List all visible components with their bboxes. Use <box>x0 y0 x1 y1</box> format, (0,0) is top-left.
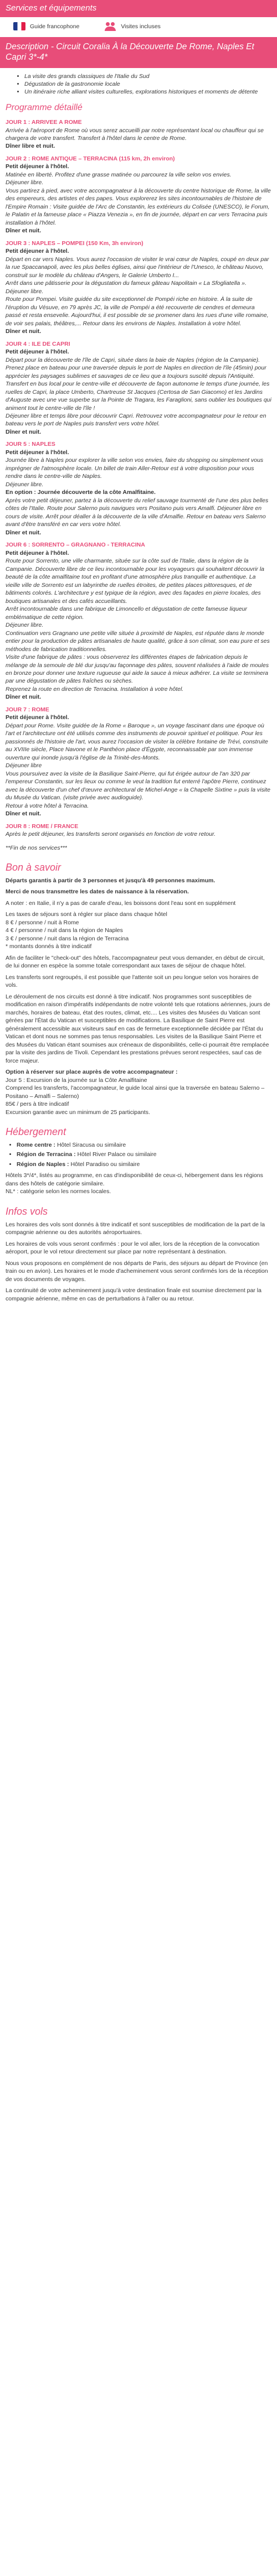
meal-text: Dîner et nuit. <box>6 328 42 335</box>
day-paragraph: Déjeuner libre et temps libre pour découvrir Capri. Retrouvez votre accompagnateur pour le retour en bateau vers le port de Naples puis transfert vers votre hôtel. <box>6 412 266 428</box>
day-paragraph: Déjeuner libre. <box>6 288 44 295</box>
service-guide <box>13 22 79 30</box>
day-title: JOUR 6 : SORRENTO – GRAGNANO - TERRACINA <box>6 542 145 549</box>
tax-line: * montants donnés à titre indicatif <box>6 943 92 950</box>
day-paragraph: Déjeuner libre. <box>6 179 44 186</box>
option-lines <box>6 1076 271 1116</box>
hotel-name: Hôtel Paradiso ou similaire <box>70 1160 140 1168</box>
day-paragraph: Retour à votre hôtel à Terracina. <box>6 802 89 809</box>
tax-line: 4 € / personne / nuit dans la région de Naples <box>6 927 123 934</box>
day-paragraph: Matinée en liberté. Profitez d'une grasse matinée ou parcourez la ville selon vos envies. <box>6 171 232 178</box>
services-header: Services et équipements <box>0 0 277 17</box>
day-title: JOUR 3 : NAPLES – POMPEI (150 Km, 3h environ) <box>6 240 143 247</box>
bon-savoir-title: Bon à savoir <box>6 862 61 873</box>
hotel-label: Région de Naples : <box>17 1160 69 1168</box>
day-paragraph: Journée libre à Naples pour explorer la ville selon vos envies, faire du shopping ou simplement vous imprégner de l'atmosphère locale. Un billet de train Aller-Retour est à votre disposition pour vous rendre dans le centre-ville de Naples. <box>6 457 264 480</box>
meal-text: Petit déjeuner à l'hôtel. <box>6 163 69 170</box>
water-text: A noter : en Italie, il n'y a pas de carafe d'eau, les boissons dont l'eau sont en supplément <box>6 899 236 907</box>
infos-vols-title: Infos vols <box>6 1205 48 1217</box>
tax-line: 8 € / personne / nuit à Rome <box>6 919 79 926</box>
meal-text: Dîner et nuit. <box>6 694 42 701</box>
day-paragraph: Reprenez la route en direction de Terracina. Installation à votre hôtel. <box>6 685 184 693</box>
transferts-text: Les transferts sont regroupés, il est possible que l'attente soit un peu longue selon vos horaires de vols. <box>6 974 259 989</box>
meal-text: Petit déjeuner à l'hôtel. <box>6 348 69 356</box>
hebergement-content <box>0 1141 277 1196</box>
day-title: JOUR 8 : ROME / FRANCE <box>6 823 79 830</box>
day-title: JOUR 5 : NAPLES <box>6 441 55 448</box>
day-paragraph: Route pour Sorrento, une ville charmante, située sur la côte sud de l'Italie, dans la région de la Campanie. Découverte libre de ce lieu incontournable pour les voyageurs qui souhaitent découvrir la beauté de la côte amalfitaine tout en profitant d'une atmosphère plus tranquille et authentique. La vieille ville de Sorrento est un labyrinthe de ruelles étroites, de petites places pittoresques, et de bâtiments colorés. L'architecture y est typique de la région, avec des façades en pierre locales, des boutiques artisanales et des cafés accueillants. <box>6 558 264 605</box>
meal-text: Petit déjeuner à l'hôtel. <box>6 714 69 721</box>
bon-savoir-content <box>0 877 277 1116</box>
day-paragraph: Déjeuner libre. <box>6 481 44 488</box>
highlight-item: • Un itinéraire riche alliant visites culturelles, explorations historiques et moments de détente <box>24 88 277 96</box>
service-guide-label: Guide francophone <box>30 23 80 30</box>
meal-text: Dîner et nuit. <box>6 529 42 536</box>
service-visits <box>104 22 161 31</box>
day-paragraph: Visite d'une fabrique de pâtes : vous observerez les différentes étapes de fabrication depuis le mélange de la semoule de blé dur jusqu'au façonnage des pâtes, souvent réalisées à l'aide de moules en bronze pour donner une texture rugueuse qui aide la sauce à mieux adhérer. La visite se terminera par une dégustation de pâtes fraîches ou sèches. <box>6 654 269 685</box>
program-title: Programme détaillé <box>6 102 83 112</box>
highlight-item: • Dégustation de la gastronomie locale <box>24 80 277 88</box>
hotel-item <box>17 1151 271 1158</box>
deroulement-text: Le déroulement de nos circuits est donné à titre indicatif. Nos programmes sont susceptibles de modification en raison d'impératifs indépendants de notre volonté tels que rotations aériennes, jours de marchés, horaires de bateau, état des routes, climat, etc.... Les visites des Musées du Vatican sont gérées par l'État du Vatican et susceptibles de modifications. La Basilique de Saint Pierre est généralement accessible aux visiteurs sauf en cas de fermeture exceptionnelle décidée par l'État du Vatican et dont nous ne sommes pas tenus responsables. Les visites de la Basilique Saint Pierre et des Musées du Vatican étant soumises aux créneaux de disponibilités, celle-ci pourrait être remplacée par la visite des jardins de Tivoli. Cependant les prestations prévues seront respectées, sauf cas de force majeur. <box>6 993 270 1064</box>
option-line: 85€ / pers à titre indicatif <box>6 1101 69 1108</box>
infos-vols-content <box>0 1221 277 1306</box>
tax-line: 3 € / personne / nuit dans la région de Terracina <box>6 935 129 942</box>
day-paragraph: Départ pour la découverte de l'île de Capri, située dans la baie de Naples (région de la Campanie). Prenez place en bateau pour une traversée depuis le port de Naples en direction de l'île (45min) pour apprécier les paysages sublimes et sauvages de ce lieu que a toujours suscité depuis l'Antiquité. Transfert en bus local pour le centre-ville et découverte de façon autonome le temps d'une journée, les ruelles de Capri, la place Umberto, Chartreuse St Jacques (Certosa de San Giacomo) et les Jardins d'Auguste avec une vue superbe sur la Pointe de Tragara, les Faraglioni, sans oublier les boutiques qui animent tout le centre-ville de l'île ! <box>6 356 271 412</box>
vols-paragraph: Nous vous proposons en complément de nos départs de Paris, des séjours au départ de Province (en train ou en avion). Les horaires et le mode d'acheminement vous seront confirmés lors de la réception de vos documents de voyages. <box>6 1260 268 1283</box>
day-paragraph: Départ pour Rome. Visite guidée de la Rome « Baroque », un voyage fascinant dans une époque où l'art et l'architecture ont été utilisés comme des instruments de pouvoir spirituel et politique. Pour les passionnés de l'histoire de l'art, vous aurez l'occasion de visiter la célèbre fontaine de Trévi, construite au XVIIIe siècle, Place Navone et le Panthéon place d'Égypte, reconnaissable par son immense ouverture qui inonde jusqu'à l'église de la Trinité-des-Monts. <box>6 722 268 761</box>
option-title: Option à réserver sur place auprès de votre accompagnateur : <box>6 1069 178 1076</box>
meal-text: Dîner et nuit. <box>6 227 42 235</box>
hotel-label: Rome centre : <box>17 1141 56 1148</box>
program-footnote: **Fin de nos services*** <box>6 844 67 851</box>
highlights-list <box>0 72 277 96</box>
hotel-item <box>17 1160 271 1168</box>
meal-text: Petit déjeuner à l'hôtel. <box>6 549 69 556</box>
day-title: JOUR 2 : ROME ANTIQUE – TERRACINA (115 km, 2h environ) <box>6 155 175 162</box>
departs-text: Départs garantis à partir de 3 personnes et jusqu'à 49 personnes maximum. <box>6 877 216 884</box>
day-title: JOUR 1 : ARRIVEE A ROME <box>6 119 82 126</box>
vols-paragraph: La continuité de votre acheminement jusqu'à votre destination finale est soumise directement par la compagnie aérienne, même en cas de perturbations à l'aller ou au retour. <box>6 1287 261 1302</box>
day-title: JOUR 7 : ROME <box>6 706 49 713</box>
meal-text: Dîner et nuit. <box>6 428 42 435</box>
day-option-paragraph: Après votre petit déjeuner, partez à la découverte du relief sauvage tourmenté de l'une des plus belles côtes de l'Italie. Route pour Salerno puis navigues vers Positano puis vers Amalfi. Déjeuner libre en cours de visite. Arrêt pour déaller à la découverte de la ville d'Amalfie. Retour en bateau vers Salerno avant d'être transféré en car vers votre hôtel. <box>6 497 269 528</box>
hotel-name: Hôtel River Palace ou similaire <box>77 1151 157 1158</box>
french-flag-icon <box>13 22 25 30</box>
meal-text: Petit déjeuner à l'hôtel. <box>6 449 69 456</box>
checkout-text: Afin de faciliter le "check-out" des hôtels, l'accompagnateur peut vous demander, en début de circuit, de lui donner en espèce la somme totale correspondant aux taxes de séjour de chaque hôtel. <box>6 954 265 970</box>
day-paragraph: Vous partirez à pied, avec votre accompagnateur à la découverte du centre historique de Rome, la ville des empereurs, des artistes et des papes. Vous explorerez les sites incontournables de l'histoire de l'Empire Romain : Visite guidée de l'Arc de Constantin, les extérieurs du Colisée (UNESCO), le Forum, le Palatin et la fameuse place « Piazza Venezia », en fin de journée, départ en car vers Terracina puis installation à l'hôtel. <box>6 187 271 226</box>
day-paragraph: Arrêt incontournable dans une fabrique de Limoncello et dégustation de cette fameuse liqueur emblématique de cette région. <box>6 606 248 621</box>
hebergement-text: Hôtels 3*/4*, listés au programme, en cas d'indisponibilité de ceux-ci, hébergement dans les régions dans des hôtels de catégorie similaire. <box>6 1172 263 1187</box>
day-paragraph: Arrêt dans une pâtisserie pour la dégustation du fameux gâteau Napolitain « La Sfogliatella ». <box>6 280 247 287</box>
meal-text: Petit déjeuner à l'hôtel. <box>6 248 69 255</box>
meal-text: Dîner et nuit. <box>6 810 42 818</box>
hotel-name: Hôtel Siracusa ou similaire <box>57 1141 126 1148</box>
day-option: En option : Journée découverte de la côte Amalfitaine. <box>6 489 156 496</box>
service-visits-label: Visites incluses <box>121 23 161 30</box>
option-line: Comprend les transferts, l'accompagnateur, le guide local ainsi que la traversée en bateau Salerno – Positano – Amalfi – Salerno) <box>6 1085 265 1100</box>
vols-paragraph: Les horaires des vols sont donnés à titre indicatif et sont susceptibles de modification de la part de la compagnie aérienne ou des autorités aéroportuaires. <box>6 1221 265 1236</box>
services-row <box>0 17 277 36</box>
option-line: Jour 5 : Excursion de la journée sur la Côte Amalfitaine <box>6 1076 147 1084</box>
hotel-label: Région de Terracina : <box>17 1151 76 1158</box>
day-paragraph: Arrivée à l'aéroport de Rome où vous serez accueilli par notre représentant local ou chauffeur qui se chargera de votre transfert. Transfert à l'hôtel dans le centre de Rome. <box>6 127 264 142</box>
taxes-intro: Les taxes de séjours sont à régler sur place dans chaque hôtel <box>6 911 167 918</box>
day-paragraph: Déjeuner libre. <box>6 622 44 629</box>
program-days <box>0 118 277 839</box>
hotel-item <box>17 1141 271 1149</box>
day-paragraph: Route pour Pompei. Visite guidée du site exceptionnel de Pompéi riche en histoire. À la suite de l'éruption du Vésuve, en 79 après JC, la ville de Pompéi a été recouverte de cendres et demeura passé et resta ensevelie. Aujourd'hui, il est possible de se promener dans les rues d'une ville romaine, de voir ses palais, théâtres,... Retour dans les environs de Naples. Installation à votre hôtel. <box>6 296 269 327</box>
option-line: Excursion garantie avec un minimum de 25 participants. <box>6 1109 150 1116</box>
day-paragraph: Continuation vers Gragnano une petite ville située à proximité de Naples, est réputée dans le monde entier pour la production de pâtes artisanales de haute qualité, grâce à son climat, son eau pure et ses méthodes de fabrication traditionnelles. <box>6 629 270 653</box>
day-paragraph: Après le petit déjeuner, les transferts seront organisés en fonction de votre retour. <box>6 831 216 838</box>
highlight-item: • La visite des grands classiques de l'Italie du Sud <box>24 72 277 80</box>
hotels-list <box>6 1141 271 1168</box>
description-header: Description - Circuit Coralia À la Découverte De Rome, Naples Et Capri 3*-4* <box>0 37 277 68</box>
day-title: JOUR 4 : ILE DE CAPRI <box>6 340 70 347</box>
merci-text: Merci de nous transmettre les dates de naissance à la réservation. <box>6 888 189 896</box>
nl-text: NL* : catégorie selon les normes locales. <box>6 1188 111 1195</box>
day-paragraph: Départ en car vers Naples. Vous aurez l'occasion de visiter le vrai cœur de Naples, coupé en deux par la rue Spaccanapoli, avec les plus belles églises, ainsi que l'intérieur de l'Unesco, le château Nuovo, construit sur le modèle du château d'Angers, le Galerie Umberto I... <box>6 256 269 279</box>
people-icon <box>104 22 116 31</box>
day-paragraph: Déjeuner libre <box>6 762 42 769</box>
hebergement-title: Hébergement <box>6 1126 66 1138</box>
meal-text: Dîner libre et nuit. <box>6 143 55 150</box>
taxes-list <box>6 919 271 951</box>
vols-paragraph: Les horaires de vols vous seront confirmés : pour le vol aller, lors de la réception de la convocation aéroport, pour le vol retour directement sur place par notre représentant à destination. <box>6 1240 260 1256</box>
day-paragraph: Vous poursuivez avec la visite de la Basilique Saint-Pierre, qui fut érigée autour de l'an 320 par l'empereur Constantin, sur les lieux ou comme le veut la tradition fut enterré l'apôtre Pierre, continuez avec la découverte d'un chef d'œuvre architectural de Michel-Ange « la Chapelle Sixtine » puis la visite du Musée du Vatican. (visite privée avec audioguide). <box>6 770 270 802</box>
